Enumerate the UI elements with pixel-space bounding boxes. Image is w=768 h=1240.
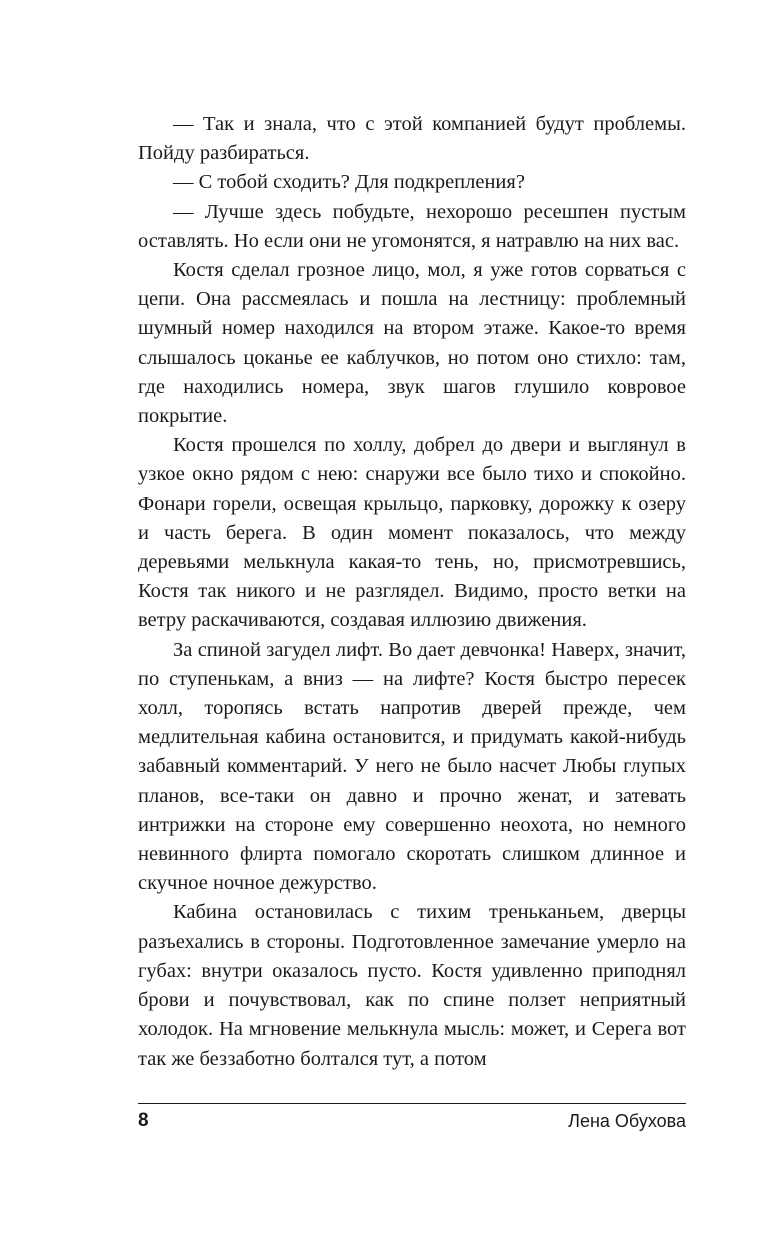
paragraph: Костя прошелся по холлу, добрел до двери и выглянул в узкое окно рядом с нею: снаружи все было тихо и спокойно. Фонари горели, освещая крыльцо, парковку, дорожку к озеру и часть берега. В один момент показалось, что между деревьями мелькнула какая-то тень, но, присмотревшись, Костя так никого и не разглядел. Видимо, просто ветки на ветру раскачиваются, создавая иллюзию движения. bbox=[138, 434, 686, 632]
body-text bbox=[138, 110, 686, 1074]
paragraph: Кабина остановилась с тихим треньканьем, дверцы разъехались в стороны. Подготовленное замечание умерло на губах: внутри оказалось пусто. Костя удивленно приподнял брови и почувствовал, как по спине ползет неприятный холодок. На мгновение мелькнула мысль: может, и Серега вот так же беззаботно болтался тут, а потом bbox=[138, 901, 686, 1070]
page-footer bbox=[138, 1110, 686, 1134]
page-number: 8 bbox=[138, 1110, 149, 1131]
page-body bbox=[138, 110, 686, 1074]
paragraph: — Так и знала, что с этой компанией будут проблемы. Пойду разбираться. bbox=[138, 113, 686, 165]
footer-divider bbox=[138, 1103, 686, 1104]
paragraph: — Лучше здесь побудьте, нехорошо ресешпен пустым оставлять. Но если они не угомонятся, я натравлю на них вас. bbox=[138, 200, 686, 252]
paragraph: Костя сделал грозное лицо, мол, я уже готов сорваться с цепи. Она рассмеялась и пошла на лестницу: проблемный шумный номер находился на втором этаже. Какое-то время слышалось цоканье ее каблучков, но потом оно стихло: там, где находились номера, звук шагов глушило ковровое покрытие. bbox=[138, 259, 686, 428]
paragraph: За спиной загудел лифт. Во дает девчонка! Наверх, значит, по ступенькам, а вниз — на лифте? Костя быстро пересек холл, торопясь встать напротив дверей прежде, чем медлительная кабина остановится, и придумать какой-нибудь забавный комментарий. У него не было насчет Любы глупых планов, все-таки он давно и прочно женат, и затевать интрижки на стороне ему совершенно неохота, но немного невинного флирта помогало скоротать слишком длинное и скучное ночное дежурство. bbox=[138, 638, 686, 895]
paragraph: — С тобой сходить? Для подкрепления? bbox=[173, 171, 525, 194]
running-head-author: Лена Обухова bbox=[568, 1111, 686, 1131]
